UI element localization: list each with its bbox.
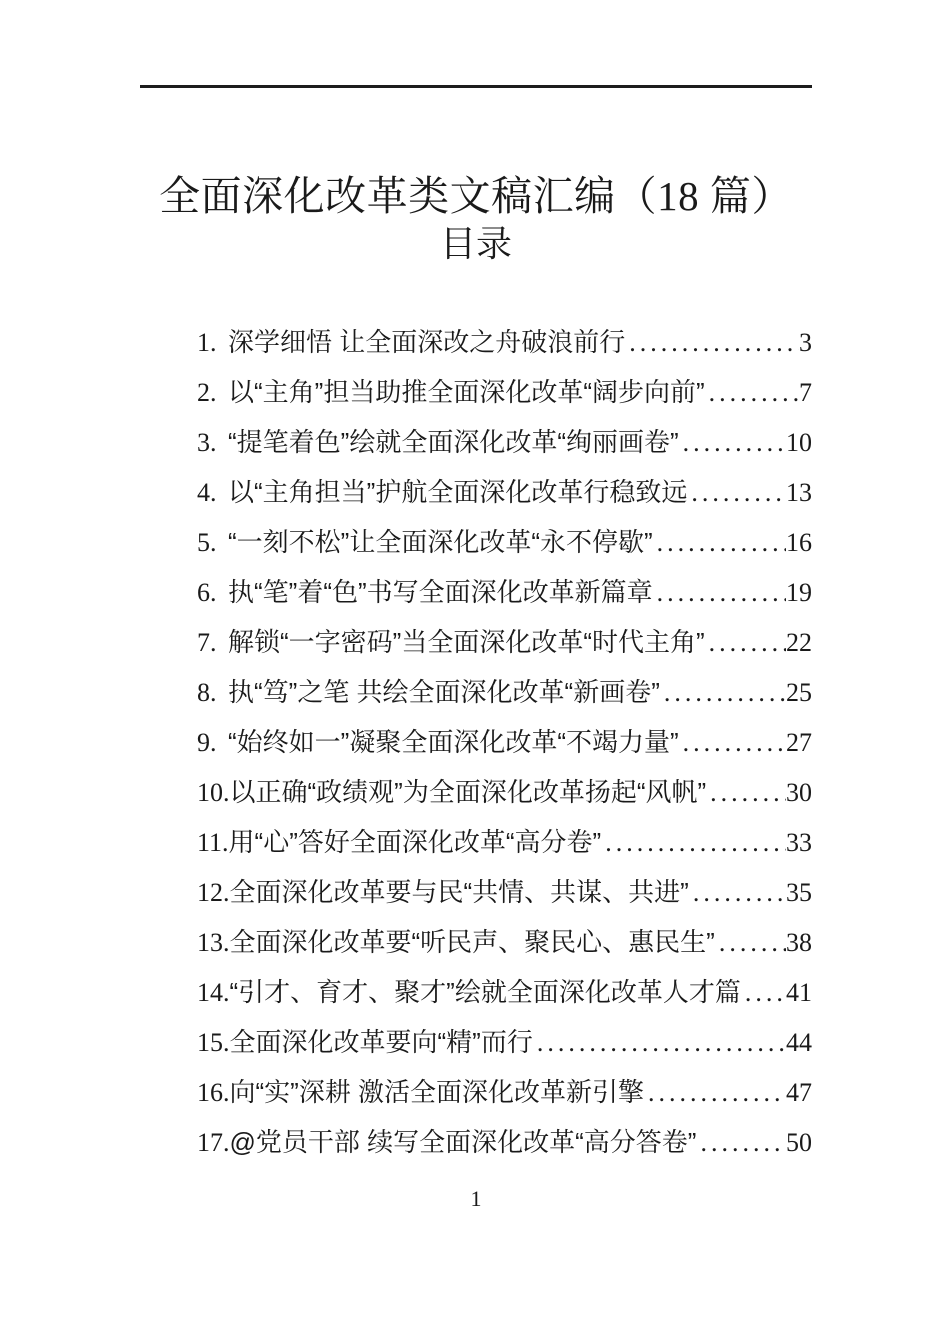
toc-entry-number: 7. <box>197 628 217 657</box>
toc-entry-title: 执“笔”着“色”书写全面深化改革新篇章 <box>228 577 653 607</box>
toc-entry-number: 15. <box>197 1028 230 1057</box>
toc-leader-dots <box>687 468 786 518</box>
toc-entry-number: 9. <box>197 728 217 757</box>
toc-entry-title: 全面深化改革要向“精”而行 <box>229 1027 533 1057</box>
toc-entry-page: 35 <box>786 878 812 907</box>
toc-entry-title: 解锁“一字密码”当全面深化改革“时代主角” <box>228 627 705 657</box>
toc-entry-title: 以“主角”担当助推全面深化改革“阔步向前” <box>228 377 705 407</box>
toc-entry[interactable] <box>197 717 812 767</box>
toc-entry-page: 27 <box>786 728 812 757</box>
toc-entry-number: 4. <box>197 478 217 507</box>
toc-entry-number: 2. <box>197 378 217 407</box>
toc-leader-dots <box>741 968 786 1018</box>
toc-entry[interactable] <box>197 617 812 667</box>
toc-entry[interactable] <box>197 317 812 367</box>
toc-entry-page: 25 <box>786 678 812 707</box>
toc-entry-page: 19 <box>786 578 812 607</box>
toc-entry-page: 7 <box>799 378 812 407</box>
document-title: 全面深化改革类文稿汇编（18 篇） <box>159 173 793 219</box>
toc-entry-page: 30 <box>786 778 812 807</box>
toc-entry-title: “提笔着色”绘就全面深化改革“绚丽画卷” <box>228 427 679 457</box>
toc-entry-page: 10 <box>786 428 812 457</box>
toc-leader-dots <box>696 1118 786 1168</box>
toc-entry-title: @党员干部 续写全面深化改革“高分答卷” <box>229 1127 697 1157</box>
toc-leader-dots <box>679 418 786 468</box>
toc-heading: 目录 <box>439 224 512 264</box>
toc-entry-title: 以“主角担当”护航全面深化改革行稳致远 <box>228 477 688 507</box>
toc-entry-number: 8. <box>197 678 217 707</box>
toc-entry-title: “始终如一”凝聚全面深化改革“不竭力量” <box>228 727 679 757</box>
toc-entry-page: 22 <box>786 628 812 657</box>
toc-entry-number: 14. <box>197 978 230 1007</box>
toc-entry-page: 41 <box>786 978 812 1007</box>
toc-entry-title: 执“笃”之笔 共绘全面深化改革“新画卷” <box>228 677 660 707</box>
toc-entry[interactable] <box>197 1067 812 1117</box>
toc-entry-number: 10. <box>197 778 230 807</box>
toc-entry-title: 全面深化改革要“听民声、聚民心、惠民生” <box>229 927 715 957</box>
toc-entry[interactable] <box>197 667 812 717</box>
toc-entry-number: 12. <box>197 878 230 907</box>
toc-entry-page: 3 <box>799 328 812 357</box>
toc-entry[interactable] <box>197 867 812 917</box>
toc-entry-page: 44 <box>786 1028 812 1057</box>
toc-entry-title: 全面深化改革要与民“共情、共谋、共进” <box>229 877 689 907</box>
toc-leader-dots <box>715 918 786 968</box>
toc-entry-number: 6. <box>197 578 217 607</box>
toc-entry-number: 16. <box>197 1078 230 1107</box>
toc-entry-number: 13. <box>197 928 230 957</box>
toc-entry-page: 13 <box>786 478 812 507</box>
page-number: 1 <box>470 1186 482 1211</box>
toc-entry-number: 11. <box>197 828 229 857</box>
toc-leader-dots <box>601 818 786 868</box>
toc-entry[interactable] <box>197 917 812 967</box>
toc-entry-number: 3. <box>197 428 217 457</box>
toc-entry-number: 1. <box>197 328 217 357</box>
toc-entry-page: 33 <box>786 828 812 857</box>
toc-leader-dots <box>653 568 786 618</box>
toc-entry[interactable] <box>197 467 812 517</box>
toc-entry-page: 47 <box>786 1078 812 1107</box>
toc-entry-page: 16 <box>786 528 812 557</box>
toc-leader-dots <box>705 618 786 668</box>
toc-entry-page: 38 <box>786 928 812 957</box>
toc-entry[interactable] <box>197 817 812 867</box>
toc-leader-dots <box>679 718 786 768</box>
toc-entry-title: 用“心”答好全面深化改革“高分卷” <box>228 827 602 857</box>
toc-entry[interactable] <box>197 767 812 817</box>
content-column <box>140 0 812 1344</box>
toc-entry-number: 17. <box>197 1128 230 1157</box>
toc-entry[interactable] <box>197 1017 812 1067</box>
toc-leader-dots <box>660 668 786 718</box>
toc-entry[interactable] <box>197 567 812 617</box>
toc-leader-dots <box>653 518 786 568</box>
toc-leader-dots <box>689 868 786 918</box>
toc-entry[interactable] <box>197 417 812 467</box>
toc-entry-title: “一刻不松”让全面深化改革“永不停歇” <box>228 527 653 557</box>
toc-entry-number: 5. <box>197 528 217 557</box>
toc-list <box>197 317 812 1167</box>
toc-entry-title: “引才、育才、聚才”绘就全面深化改革人才篇 <box>229 977 741 1007</box>
toc-entry-page: 50 <box>786 1128 812 1157</box>
toc-entry[interactable] <box>197 517 812 567</box>
toc-entry-title: 深学细悟 让全面深改之舟破浪前行 <box>228 327 626 357</box>
toc-entry-title: 以正确“政绩观”为全面深化改革扬起“风帆” <box>229 777 707 807</box>
toc-entry-title: 向“实”深耕 激活全面深化改革新引擎 <box>229 1077 645 1107</box>
toc-leader-dots <box>706 768 786 818</box>
toc-entry[interactable] <box>197 967 812 1017</box>
toc-leader-dots <box>533 1018 786 1068</box>
toc-entry[interactable] <box>197 367 812 417</box>
toc-leader-dots <box>644 1068 786 1118</box>
header-rule <box>140 85 812 88</box>
toc-leader-dots <box>705 368 799 418</box>
toc-entry[interactable] <box>197 1117 812 1167</box>
toc-leader-dots <box>625 318 799 368</box>
